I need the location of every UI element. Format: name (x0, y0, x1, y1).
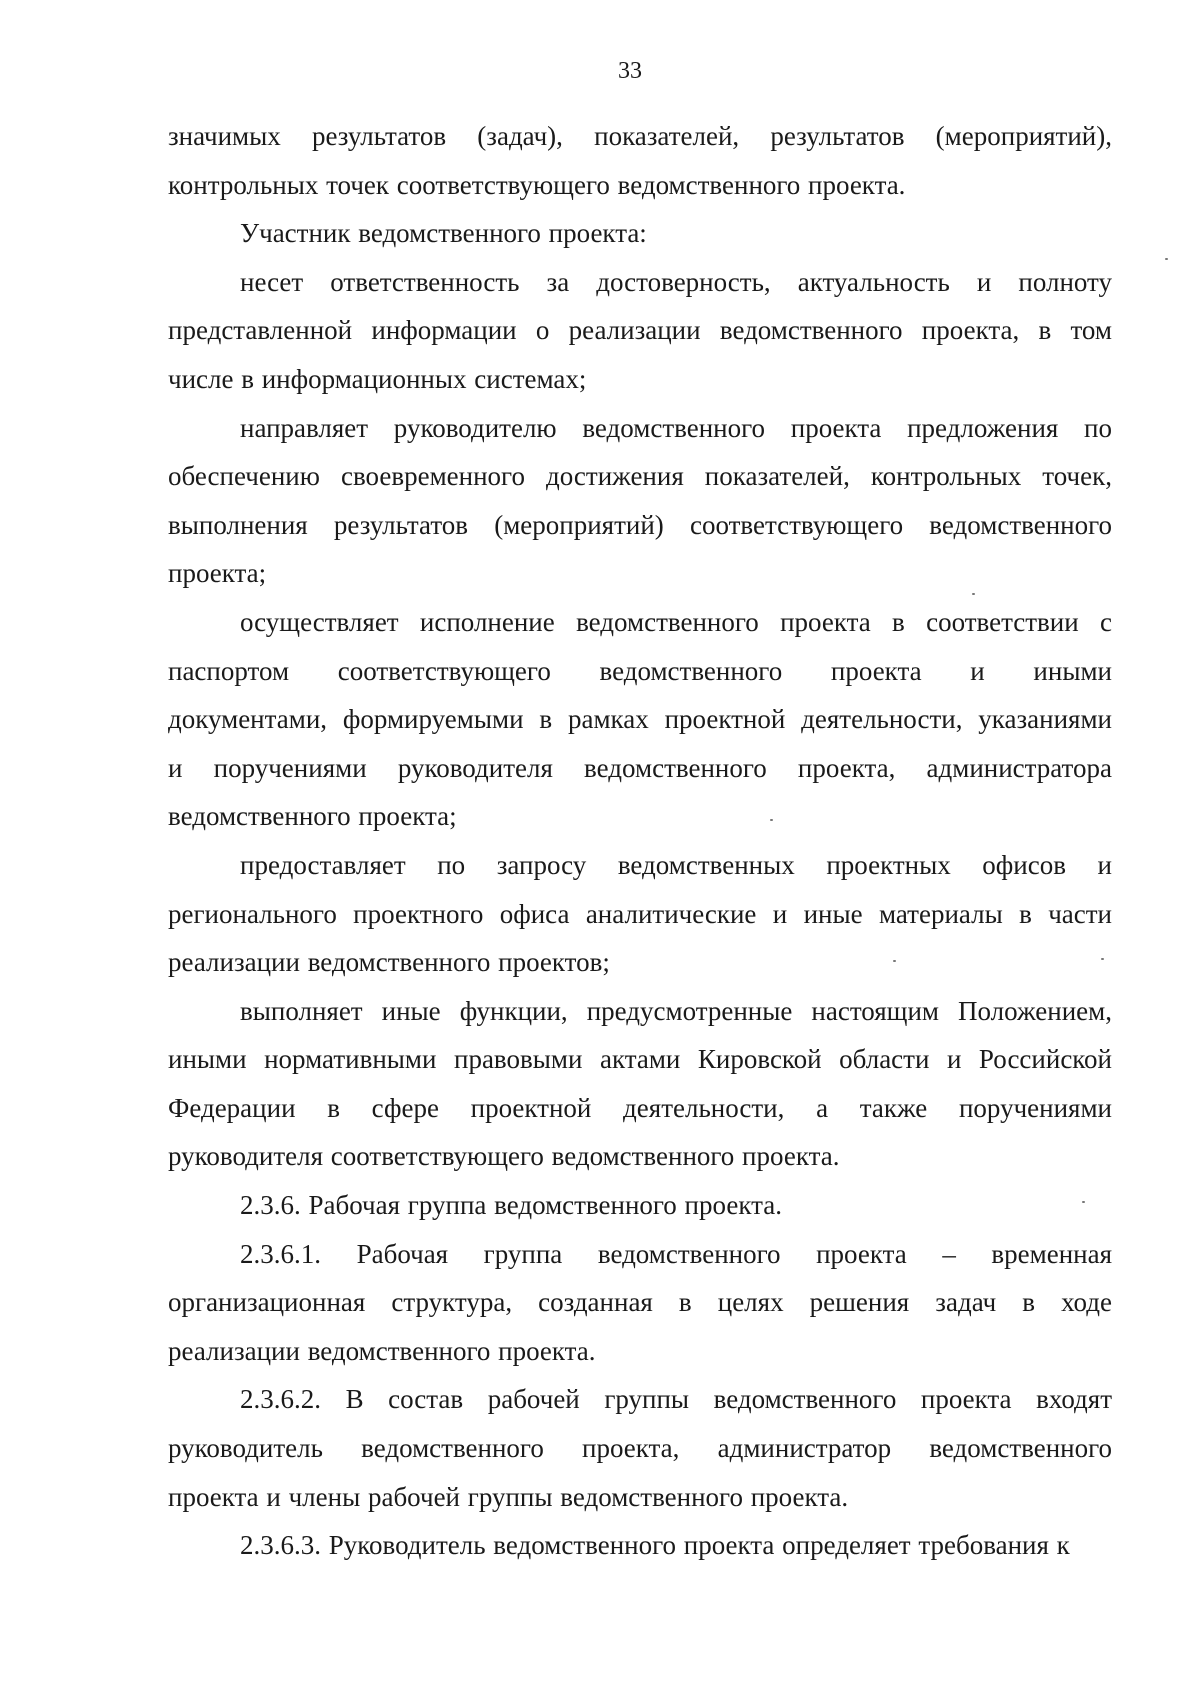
text-line: представленной информации о реализации ведомственного проекта, в том (168, 315, 1112, 346)
text-line: проекта; (168, 558, 267, 589)
text-line: ведомственного проекта; (168, 801, 457, 832)
text-line: обеспечению своевременного достижения показателей, контрольных точек, (168, 461, 1112, 492)
text-line: значимых результатов (задач), показателей, результатов (мероприятий), (168, 121, 1112, 151)
paragraph (168, 1230, 1112, 1376)
text-line: регионального проектного офиса аналитические и иные материалы в части (168, 898, 1112, 929)
paragraph (168, 1521, 1112, 1570)
text-line: несет ответственность за достоверность, актуальность и полноту (240, 266, 1112, 297)
scan-speck (972, 593, 975, 595)
paragraph (168, 404, 1112, 598)
page-number: 33 (618, 58, 642, 84)
text-line: числе в информационных системах; (168, 363, 587, 394)
scan-speck (1082, 1201, 1085, 1203)
text-line: выполнения результатов (мероприятий) соответствующего ведомственного (168, 509, 1112, 540)
text-line: руководителя соответствующего ведомственного проекта. (168, 1141, 840, 1172)
scan-speck (1101, 958, 1104, 960)
scan-speck (893, 960, 896, 962)
text-line: контрольных точек соответствующего ведомственного проекта. (168, 169, 906, 200)
paragraph (168, 598, 1112, 841)
text-line: 2.3.6.3. Руководитель ведомственного проекта определяет требования к (240, 1530, 1070, 1561)
paragraph (168, 987, 1112, 1181)
text-line: осуществляет исполнение ведомственного проекта в соответствии с (240, 606, 1112, 637)
text-line: реализации ведомственного проектов; (168, 947, 610, 978)
scan-speck (770, 819, 773, 821)
document-body (168, 112, 1112, 1570)
text-line: иными нормативными правовыми актами Кировской области и Российской (168, 1044, 1112, 1075)
text-line: выполняет иные функции, предусмотренные настоящим Положением, (240, 995, 1112, 1026)
text-line: организационная структура, созданная в целях решения задач в ходе (168, 1287, 1112, 1318)
text-line: и поручениями руководителя ведомственного проекта, администратора (168, 752, 1112, 783)
text-line: паспортом соответствующего ведомственного проекта и иными (168, 655, 1112, 686)
text-line: предоставляет по запросу ведомственных проектных офисов и (240, 849, 1112, 880)
scan-speck (1165, 258, 1168, 260)
text-line: реализации ведомственного проекта. (168, 1335, 596, 1366)
text-line: направляет руководителю ведомственного проекта предложения по (240, 412, 1112, 443)
text-line: Федерации в сфере проектной деятельности, а также поручениями (168, 1092, 1112, 1123)
paragraph (168, 1181, 1112, 1230)
text-line: руководитель ведомственного проекта, администратор ведомственного (168, 1433, 1112, 1464)
paragraph (168, 841, 1112, 987)
text-line: 2.3.6.2. В состав рабочей группы ведомственного проекта входят (240, 1384, 1112, 1415)
text-line: Участник ведомственного проекта: (240, 218, 647, 249)
paragraph (168, 209, 1112, 258)
text-line: проекта и члены рабочей группы ведомственного проекта. (168, 1481, 849, 1512)
paragraph (168, 258, 1112, 404)
paragraph (168, 1375, 1112, 1521)
text-line: документами, формируемыми в рамках проектной деятельности, указаниями (168, 704, 1112, 735)
text-line: 2.3.6.1. Рабочая группа ведомственного проекта – временная (240, 1238, 1112, 1269)
text-line: 2.3.6. Рабочая группа ведомственного проекта. (240, 1190, 782, 1221)
paragraph (168, 112, 1112, 209)
